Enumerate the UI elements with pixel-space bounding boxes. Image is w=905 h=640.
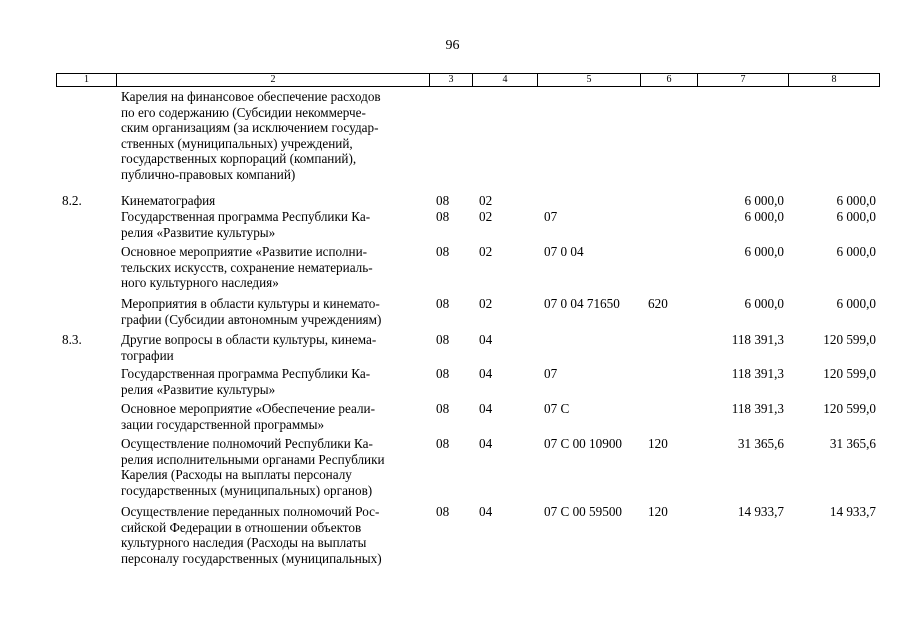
row-name-line: персоналу государственных (муниципальных): [121, 550, 382, 566]
row-name-line: Кинематография: [121, 193, 216, 208]
row-name-line: публично-правовых компаний): [121, 166, 296, 182]
row-name-line: Государственная программа Республики Ка-: [121, 209, 371, 224]
razdel-code: 08: [436, 209, 450, 224]
razdel-code: 08: [436, 332, 450, 347]
target-article-code: 07 С: [544, 401, 570, 416]
row-name-line: релия «Развитие культуры»: [121, 224, 276, 240]
row-name-line: Карелия на финансовое обеспечение расходов: [121, 89, 381, 104]
sum-year-2: 6 000,0: [836, 193, 876, 208]
row-name: [121, 401, 431, 432]
row-name-line: Государственная программа Республики Ка-: [121, 366, 371, 381]
row-name-line: релия исполнительными органами Республики: [121, 451, 385, 467]
row-name-line: Карелия (Расходы на выплаты персоналу: [121, 467, 352, 482]
podrazdel-code: 04: [479, 332, 493, 347]
podrazdel-code: 02: [479, 244, 493, 259]
row-name: [121, 332, 431, 363]
row-name-line: тельских искусств, сохранение нематериаль-: [121, 259, 373, 275]
row-name-line: Основное мероприятие «Обеспечение реали-: [121, 401, 375, 416]
podrazdel-code: 02: [479, 296, 493, 311]
row-name: [121, 193, 431, 209]
sum-year-2: 6 000,0: [836, 244, 876, 259]
row-number: 8.2.: [62, 193, 82, 208]
podrazdel-code: 02: [479, 209, 493, 224]
row-name-line: графии (Субсидии автономным учреждениям): [121, 311, 382, 327]
razdel-code: 08: [436, 296, 450, 311]
podrazdel-code: 04: [479, 366, 493, 381]
sum-year-2: 120 599,0: [823, 366, 876, 381]
row-name: [121, 296, 431, 327]
sum-year-1: 6 000,0: [744, 244, 784, 259]
sum-year-1: 31 365,6: [737, 436, 784, 451]
row-name-line: Осуществление переданных полномочий Рос-: [121, 504, 380, 519]
podrazdel-code: 04: [479, 504, 493, 519]
table-header: [56, 73, 880, 87]
sum-year-2: 31 365,6: [829, 436, 876, 451]
column-header: 2: [117, 74, 430, 87]
sum-year-2: 14 933,7: [829, 504, 876, 519]
sum-year-2: 6 000,0: [836, 209, 876, 224]
razdel-code: 08: [436, 193, 450, 208]
row-name-line: ственных (муниципальных) учреждений,: [121, 135, 353, 151]
column-header: 5: [538, 74, 641, 87]
column-header: 1: [57, 74, 117, 87]
row-name-line: Осуществление полномочий Республики Ка-: [121, 436, 373, 451]
row-name: [121, 366, 431, 397]
podrazdel-code: 04: [479, 436, 493, 451]
row-name: [121, 209, 431, 240]
sum-year-1: 6 000,0: [744, 296, 784, 311]
row-name-line: тографии: [121, 347, 174, 363]
row-name-line: ного культурного наследия»: [121, 275, 279, 290]
column-header: 3: [430, 74, 473, 87]
razdel-code: 08: [436, 366, 450, 381]
row-name-line: по его содержанию (Субсидии некоммерче-: [121, 104, 366, 120]
sum-year-2: 120 599,0: [823, 332, 876, 347]
row-name-line: Мероприятия в области культуры и кинемато-: [121, 296, 380, 311]
sum-year-1: 6 000,0: [744, 193, 784, 208]
row-name-line: Другие вопросы в области культуры, кинема-: [121, 332, 377, 347]
row-name: [121, 504, 431, 566]
expense-type-code: 620: [648, 296, 668, 311]
razdel-code: 08: [436, 244, 450, 259]
sum-year-1: 118 391,3: [731, 332, 784, 347]
target-article-code: 07 С 00 10900: [544, 436, 623, 451]
column-header: 8: [789, 74, 880, 87]
column-header: 7: [698, 74, 789, 87]
row-name-line: зации государственной программы»: [121, 416, 325, 432]
expense-type-code: 120: [648, 436, 668, 451]
row-name: [121, 244, 431, 291]
target-article-code: 07 С 00 59500: [544, 504, 623, 519]
row-name-line: ским организациям (за исключением государ-: [121, 120, 379, 135]
row-name: [121, 89, 431, 182]
podrazdel-code: 02: [479, 193, 493, 208]
razdel-code: 08: [436, 401, 450, 416]
row-name-line: культурного наследия (Расходы на выплаты: [121, 535, 367, 550]
sum-year-1: 6 000,0: [744, 209, 784, 224]
sum-year-1: 118 391,3: [731, 401, 784, 416]
row-name-line: государственных корпораций (компаний),: [121, 151, 357, 166]
sum-year-2: 120 599,0: [823, 401, 876, 416]
target-article-code: 07: [544, 366, 558, 381]
page-number: 96: [445, 38, 460, 53]
sum-year-1: 118 391,3: [731, 366, 784, 381]
column-header: 6: [641, 74, 698, 87]
target-article-code: 07: [544, 209, 558, 224]
sum-year-2: 6 000,0: [836, 296, 876, 311]
razdel-code: 08: [436, 504, 450, 519]
podrazdel-code: 04: [479, 401, 493, 416]
row-name: [121, 436, 431, 498]
row-name-line: сийской Федерации в отношении объектов: [121, 519, 362, 535]
expense-type-code: 120: [648, 504, 668, 519]
target-article-code: 07 0 04: [544, 244, 584, 259]
row-name-line: Основное мероприятие «Развитие исполни-: [121, 244, 368, 259]
column-header: 4: [473, 74, 538, 87]
row-number: 8.3.: [62, 332, 82, 347]
sum-year-1: 14 933,7: [737, 504, 784, 519]
target-article-code: 07 0 04 71650: [544, 296, 620, 311]
row-name-line: релия «Развитие культуры»: [121, 381, 276, 397]
row-name-line: государственных (муниципальных) органов): [121, 482, 373, 498]
razdel-code: 08: [436, 436, 450, 451]
